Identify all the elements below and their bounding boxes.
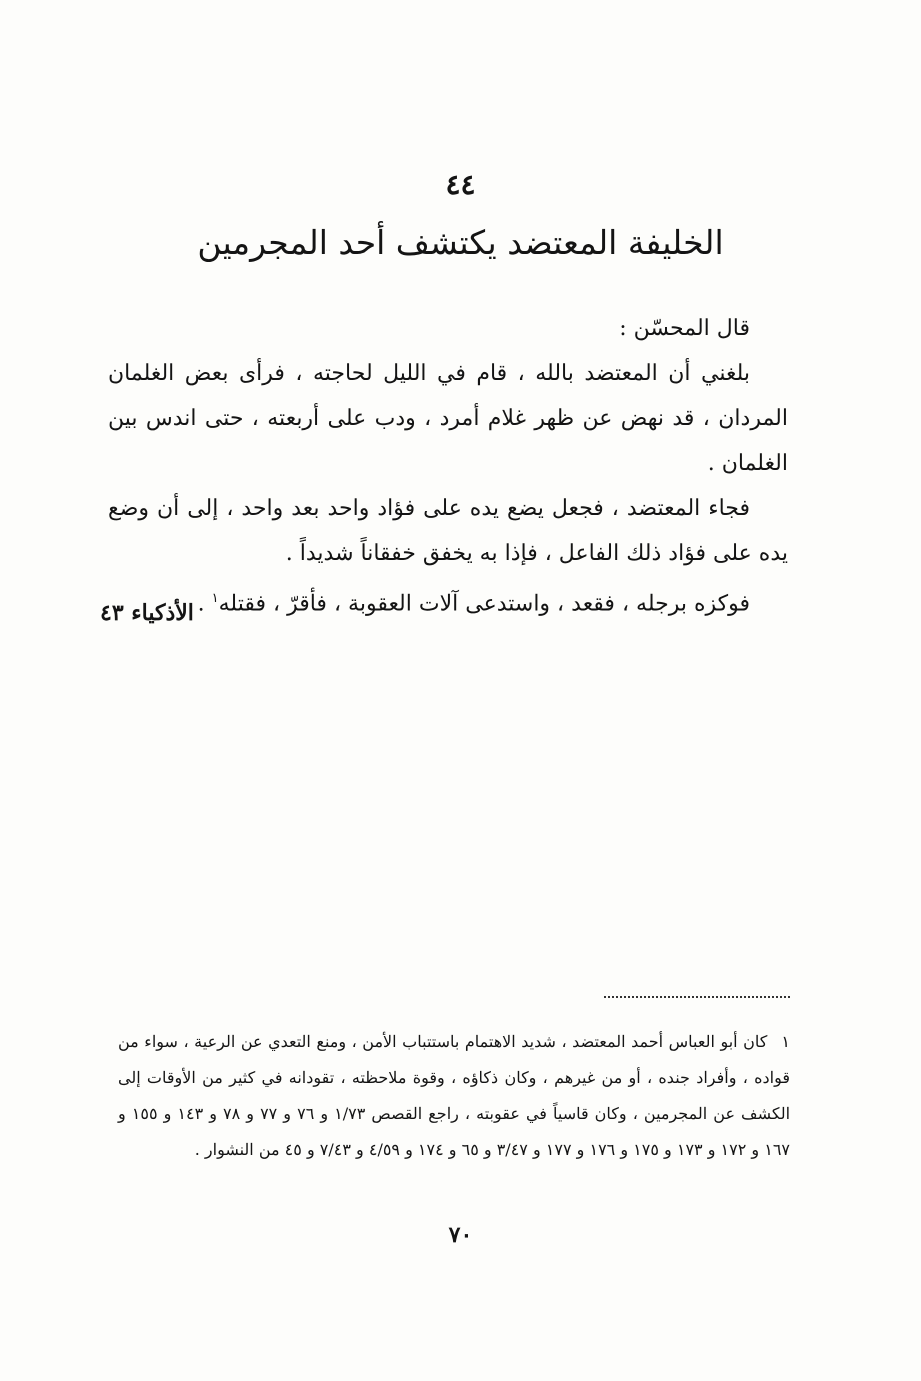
- paragraph-3-text: فوكزه برجله ، فقعد ، واستدعى آلات العقوبة ، فأقرّ ، فقتله: [218, 591, 750, 617]
- footnote-number: ١: [781, 1032, 790, 1051]
- page-number: ٧٠: [448, 1222, 473, 1248]
- chapter-number: ٤٤: [445, 168, 476, 201]
- story-body: [108, 306, 788, 626]
- footnote-divider: [604, 996, 790, 998]
- paragraph-3-end: .: [197, 591, 212, 617]
- paragraph-2: فجاء المعتضد ، فجعل يضع يده على فؤاد واحد بعد واحد ، إلى أن وضع يده على فؤاد ذلك الفاعل ، فإذا به يخفق خفقاناً شديداً .: [108, 496, 788, 566]
- footnote-reference: ١: [211, 591, 219, 606]
- source-citation: الأذكياء ٤٣: [100, 600, 194, 626]
- chapter-title: الخليفة المعتضد يكتشف أحد المجرمين: [197, 223, 724, 262]
- paragraph-1: بلغني أن المعتضد بالله ، قام في الليل لحاجته ، فرأى بعض الغلمان المردان ، قد نهض عن ظهر غلام أمرد ، ودب على أربعته ، حتى اندس بين الغلمان .: [108, 361, 788, 476]
- footnote: [118, 1024, 790, 1168]
- footnote-text: كان أبو العباس أحمد المعتضد ، شديد الاهتمام باستتباب الأمن ، ومنع التعدي عن الرعية ، سواء من قواده ، وأفراد جنده ، أو من غيرهم ، وكان ذكاؤه ، وقوة ملاحظته ، تقودانه في كثير من الأوقات إلى الكشف عن المجرمين ، وكان قاسياً في عقوبته ، راجع القصص ١/٧٣ و ٧٦ و ٧٧ و ٧٨ و ١٤٣ و ١٥٥ و ١٦٧ و ١٧٢ و ١٧٣ و ١٧٥ و ١٧٦ و ١٧٧ و ٣/٤٧ و ٦٥ و ١٧٤ و ٤/٥٩ و ٧/٤٣ و ٤٥ من النشوار .: [118, 1032, 791, 1159]
- speaker-line: قال المحسّن :: [619, 316, 750, 341]
